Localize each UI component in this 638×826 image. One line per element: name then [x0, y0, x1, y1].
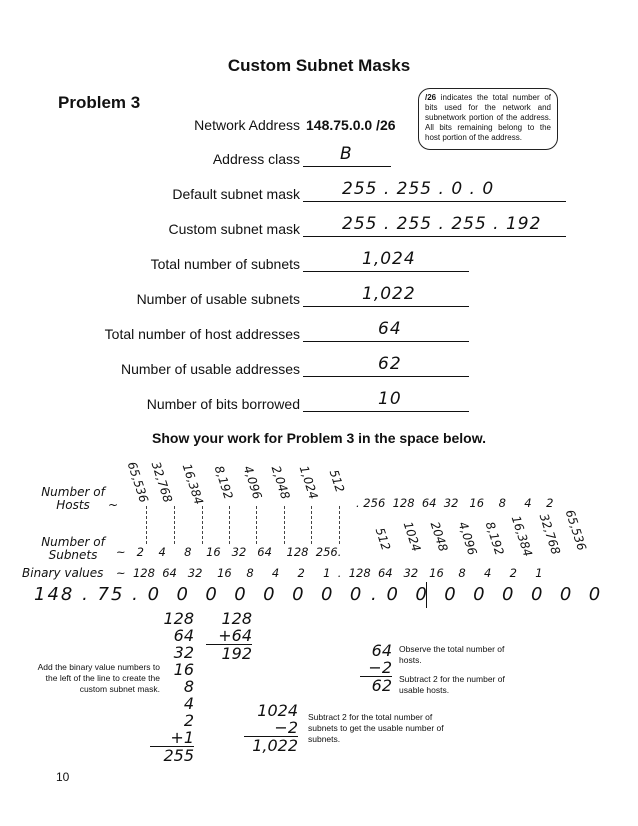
subnet-value: 8,192 — [482, 520, 507, 558]
stack-row: 128 — [163, 609, 194, 628]
subnet-value: 512 — [372, 526, 394, 553]
subnet-value: 2048 — [427, 520, 451, 554]
stack-row: 64 — [371, 641, 392, 660]
stack-row: +1 — [150, 729, 194, 747]
problem-heading: Problem 3 — [58, 93, 141, 112]
column-tick — [311, 506, 312, 544]
usable-subnets-label: Number of usable subnets — [136, 291, 300, 307]
subnet-value: 1024 — [400, 520, 424, 554]
usable-subnets-answer: 1,022 — [362, 284, 416, 304]
column-tick — [229, 506, 230, 544]
stack-row: 4 — [183, 694, 194, 713]
bits-borrowed-answer: 10 — [378, 389, 402, 409]
bits-borrowed-line — [303, 411, 469, 412]
subnets-stack — [244, 702, 298, 754]
stack-row: −2 — [360, 659, 392, 677]
subtract-hosts-note: Subtract 2 for the number of usable hosts. — [399, 674, 505, 695]
stack-row: 16 — [173, 660, 194, 679]
column-tick — [284, 506, 285, 544]
host-value: 2,048 — [268, 464, 293, 502]
stack-row: 1024 — [257, 701, 298, 720]
subnet-value: 65,536 — [562, 508, 589, 553]
total-hosts-line — [303, 341, 469, 342]
usable-subnets-line — [303, 306, 469, 307]
network-address-label: Network Address — [194, 117, 300, 133]
host-value: 4,096 — [240, 464, 265, 502]
total-subnets-answer: 1,024 — [362, 249, 416, 269]
add-binary-note: Add the binary value numbers to the left of the line to create the custom subnet mask. — [37, 662, 160, 694]
custom-mask-label: Custom subnet mask — [168, 221, 300, 237]
total-subnets-label: Total number of subnets — [150, 256, 300, 272]
address-class-line — [303, 166, 391, 167]
stack-row: −2 — [244, 719, 298, 737]
prefix-note-text: indicates the total number of bits used for the network and subnetwork portion of the address. All bits remaining belong to the host portion of the address. — [425, 93, 551, 142]
hosts-tilde: ~ — [108, 498, 119, 512]
column-tick — [146, 506, 147, 544]
address-binary-row: 148 . 75 . 0 0 0 0 0 0 0 0 . 0 0 0 0 0 0 0 0 — [34, 584, 603, 605]
stack-total: 192 — [221, 644, 252, 663]
hosts-stack — [360, 642, 392, 694]
stack-row: 64 — [173, 626, 194, 645]
host-value: 512 — [326, 468, 348, 495]
mask-divider — [426, 582, 427, 608]
observe-hosts-note: Observe the total number of hosts. — [399, 644, 505, 665]
binary-label: Binary values — [22, 566, 104, 580]
stack-total: 1,022 — [252, 736, 298, 755]
total-subnets-line — [303, 271, 469, 272]
usable-addresses-label: Number of usable addresses — [121, 361, 300, 377]
subnet-value: 16,384 — [508, 514, 535, 559]
stack-row: 2 — [183, 711, 194, 730]
subnet-value: 32,768 — [536, 512, 563, 557]
custom-mask-answer: 255 . 255 . 255 . 192 — [342, 214, 542, 234]
prefix-note-bold: /26 — [425, 93, 437, 102]
default-mask-line — [303, 201, 566, 202]
page-number: 10 — [56, 770, 70, 784]
custom-mask-line — [303, 236, 566, 237]
subtract-subnets-note: Subtract 2 for the total number of subnets to get the usable number of subnets. — [308, 712, 444, 744]
page-title: Custom Subnet Masks — [227, 56, 411, 75]
host-value: 16,384 — [179, 462, 206, 507]
address-class-answer: B — [340, 144, 353, 164]
stack-total: 62 — [371, 676, 392, 695]
instruction: Show your work for Problem 3 in the space below. — [152, 430, 486, 446]
host-value: 8,192 — [211, 464, 236, 502]
column-tick — [339, 506, 340, 544]
stack-row: 32 — [173, 643, 194, 662]
column-tick — [256, 506, 257, 544]
binary-row: ~ 128 64 32 16 8 4 2 1 . 128 64 32 16 8 4 2 1 — [116, 566, 543, 580]
sum-stack-right — [206, 610, 252, 662]
default-mask-label: Default subnet mask — [172, 186, 300, 202]
column-tick — [174, 506, 175, 544]
subnet-value: 4,096 — [455, 520, 480, 558]
host-value: 65,536 — [124, 460, 151, 505]
subnets-label: Number of Subnets — [41, 535, 105, 562]
stack-row: +64 — [206, 627, 252, 645]
stack-row: 128 — [221, 609, 252, 628]
prefix-note — [418, 88, 558, 150]
network-address-value: 148.75.0.0 /26 — [306, 117, 396, 133]
hosts-row: . 256 128 64 32 16 8 4 2 — [356, 496, 554, 510]
column-tick — [202, 506, 203, 544]
stack-row: 8 — [183, 677, 194, 696]
host-value: 32,768 — [148, 460, 175, 505]
hosts-label: Number of Hosts — [41, 485, 105, 512]
subnets-row: ~ 2 4 8 16 32 64 128 256. — [116, 545, 342, 559]
total-hosts-answer: 64 — [378, 319, 402, 339]
stack-total: 255 — [163, 746, 194, 765]
usable-addresses-line — [303, 376, 469, 377]
host-value: 1,024 — [296, 464, 321, 502]
total-hosts-label: Total number of host addresses — [104, 326, 300, 342]
usable-addresses-answer: 62 — [378, 354, 402, 374]
bits-borrowed-label: Number of bits borrowed — [146, 396, 300, 412]
default-mask-answer: 255 . 255 . 0 . 0 — [342, 179, 495, 199]
address-class-label: Address class — [212, 151, 300, 167]
